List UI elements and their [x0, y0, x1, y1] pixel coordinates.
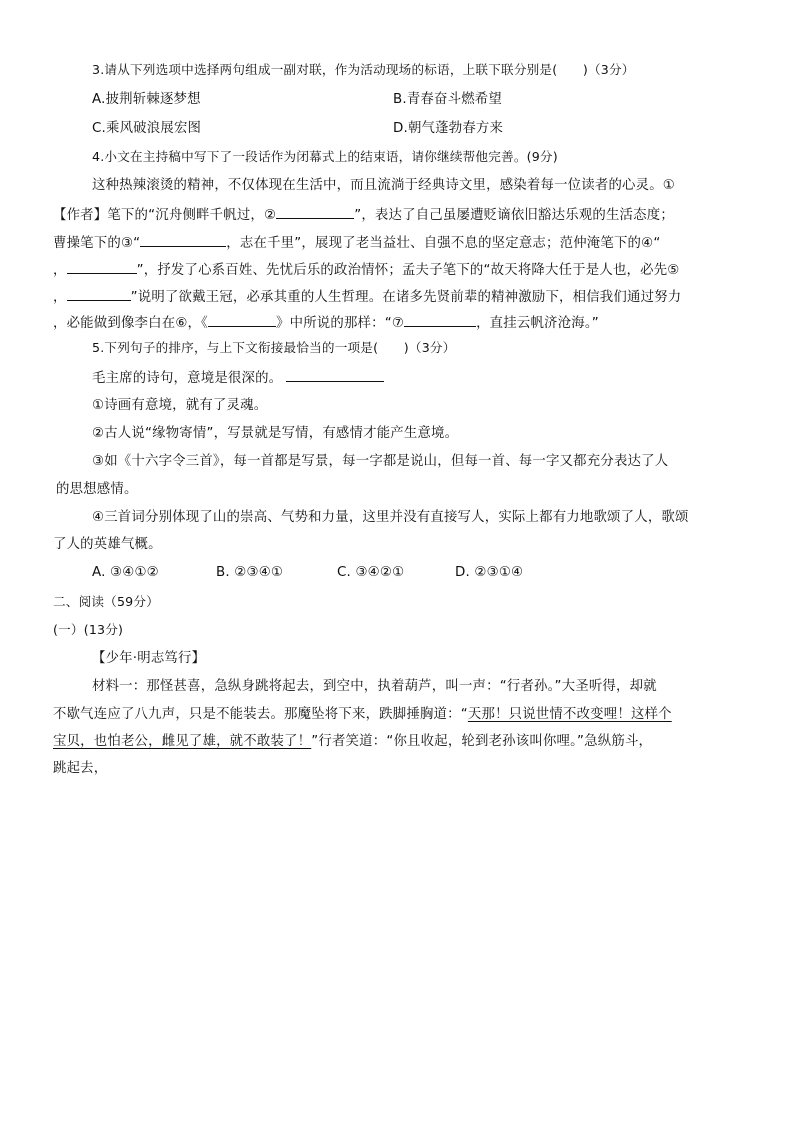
- material-text: ”行者笑道：“你且收起，轮到老孙该叫你哩。”急纵筋斗，: [311, 734, 653, 749]
- underlined-quote: 宝贝，也怕老公，雌见了雄，就不敢装了！: [53, 734, 312, 749]
- q5-sentence-3-line-1: ③如《十六字令三首》，每一首都是写景，每一字都是说山，但每一首、每一字又都充分表达了人: [92, 454, 669, 469]
- q4-text: ，必能做到像李白在⑥，《: [53, 316, 209, 331]
- q5-sentence-4-line-2: 了人的英雄气概。: [53, 537, 162, 552]
- answer-blank-order[interactable]: [286, 367, 384, 382]
- answer-blank-4[interactable]: [67, 259, 137, 274]
- q5-lead-sentence: [92, 367, 384, 389]
- passage-subtitle: 【少年·明志笃行】: [92, 651, 206, 666]
- q4-text: ”说明了欲戴王冠，必承其重的人生哲理。在诸多先贤前辈的精神激励下，相信我们通过努力: [130, 290, 682, 305]
- q5-option-d: D. ②③①④: [455, 565, 524, 580]
- q5-option-b: B. ②③④①: [216, 565, 284, 580]
- q5-sentence-2: ②古人说“缘物寄情”，写景就是写情，有感情才能产生意境。: [92, 426, 459, 441]
- q4-paragraph-line-1: 这种热辣滚烫的精神，不仅体现在生活中，而且流淌于经典诗文里，感染着每一位读者的心灵。①: [92, 178, 676, 193]
- answer-blank-2[interactable]: [276, 204, 354, 219]
- q4-paragraph-line-5: [53, 286, 681, 308]
- answer-blank-6[interactable]: [208, 312, 276, 327]
- material-text: 不歇气连应了八九声，只是不能装去。那魔坠将下来，跌脚捶胸道：“: [53, 707, 468, 722]
- material-1-line-4: 跳起去，: [53, 761, 108, 776]
- q4-paragraph-line-3: [53, 232, 661, 254]
- q4-text: ，直挂云帆济沧海。”: [476, 316, 599, 331]
- q4-paragraph-line-4: [53, 259, 680, 281]
- q3-stem: 3.请从下列选项中选择两句组成一副对联，作为活动现场的标语，上联下联分别是( )（3分）: [92, 62, 635, 77]
- material-1-line-1: 材料一：那怪甚喜，急纵身跳将起去，到空中，执着葫芦，叫一声：“行者孙。”大圣听得，却就: [92, 679, 657, 694]
- q4-text: ，: [53, 263, 67, 278]
- underlined-quote: 天那！只说世情不改变哩！这样个: [467, 707, 672, 722]
- q5-sentence-1: ①诗画有意境，就有了灵魂。: [92, 398, 268, 413]
- q4-text: ”，表达了自己虽屡遭贬谪依旧豁达乐观的生活态度；: [354, 208, 674, 223]
- q4-text: ，: [53, 290, 67, 305]
- answer-blank-7[interactable]: [404, 312, 476, 327]
- q4-paragraph-line-2: [53, 204, 674, 226]
- q3-option-c: C.乘风破浪展宏图: [92, 121, 202, 136]
- q5-sentence-4-line-1: ④三首词分别体现了山的崇高、气势和力量，这里并没有直接写人，实际上都有力地歌颂了人，歌颂: [92, 510, 689, 525]
- q4-text: ，志在千里”，展现了老当益壮、自强不息的坚定意志；范仲淹笔下的④“: [226, 236, 661, 251]
- q5-option-c: C. ③④②①: [337, 565, 405, 580]
- q4-text: 》中所说的那样：“⑦: [276, 316, 405, 331]
- material-1-line-3: [53, 732, 652, 752]
- section-title: 二、阅读（59分）: [53, 594, 159, 609]
- q5-sentence-3-line-2: 的思想感情。: [56, 482, 138, 497]
- q3-option-a: A.披荆斩棘逐梦想: [92, 92, 201, 107]
- part-title: (一）(13分): [53, 622, 124, 637]
- material-1-line-2: [53, 705, 672, 725]
- q5-lead-text: 毛主席的诗句，意境是很深的。: [92, 371, 283, 386]
- answer-blank-3[interactable]: [140, 232, 226, 247]
- answer-blank-5[interactable]: [67, 286, 131, 301]
- q3-option-d: D.朝气蓬勃春方来: [393, 121, 504, 136]
- q4-paragraph-line-6: [53, 312, 599, 334]
- q4-text: 曹操笔下的③“: [53, 236, 141, 251]
- q3-option-b: B.青春奋斗燃希望: [393, 92, 502, 107]
- q5-option-a: A. ③④①②: [92, 565, 159, 580]
- q4-text: ”，抒发了心系百姓、先忧后乐的政治情怀；孟夫子笔下的“故天将降大任于是人也，必先⑤: [136, 263, 680, 278]
- q4-text: 【作者】笔下的“沉舟侧畔千帆过，②: [53, 208, 277, 223]
- q5-stem: 5.下列句子的排序，与上下文衔接最恰当的一项是( )（3分）: [92, 340, 456, 355]
- q4-stem: 4.小文在主持稿中写下了一段话作为闭幕式上的结束语，请你继续帮他完善。(9分): [92, 149, 558, 164]
